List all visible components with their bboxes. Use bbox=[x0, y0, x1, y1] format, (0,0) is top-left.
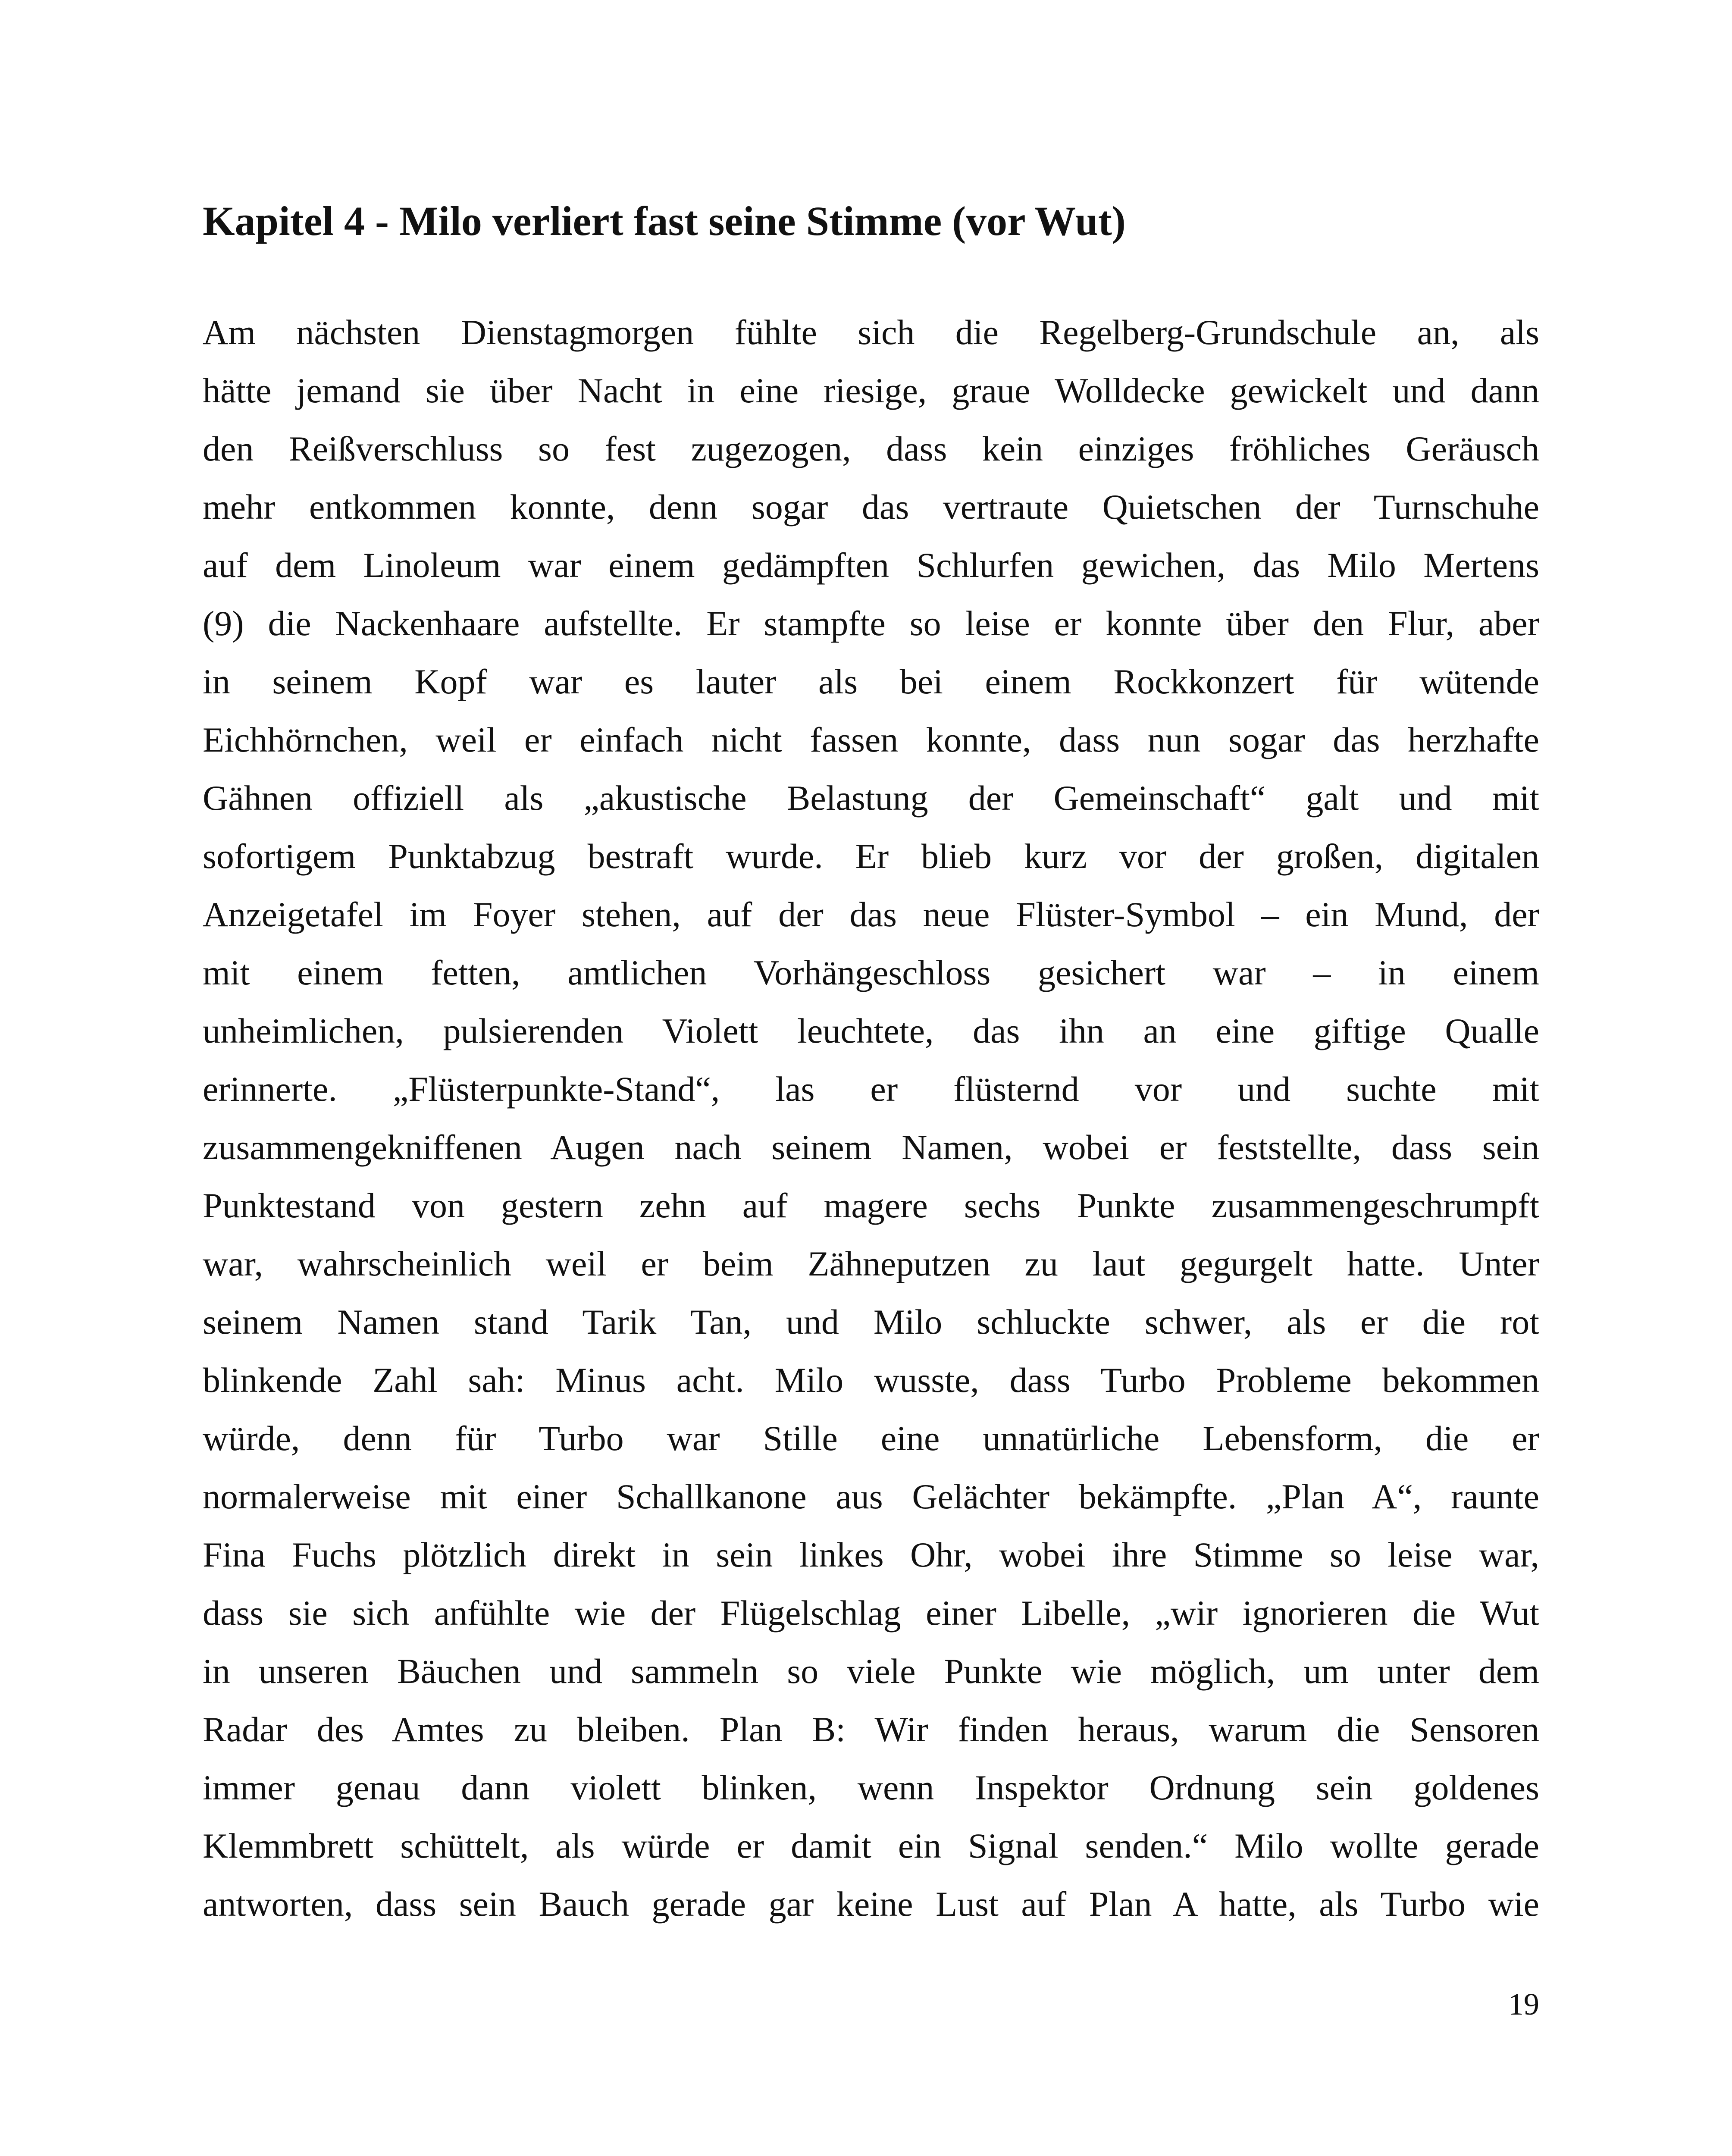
text-line: Am nächsten Dienstagmorgen fühlte sich die Regelberg-Grundschule an, als bbox=[203, 313, 1539, 352]
text-line: normalerweise mit einer Schallkanone aus Gelächter bekämpfte. „Plan A“, raunte bbox=[203, 1477, 1539, 1516]
text-line: unheimlichen, pulsierenden Violett leuchtete, das ihn an eine giftige Qualle bbox=[203, 1011, 1539, 1050]
text-line: Klemmbrett schüttelt, als würde er damit ein Signal senden.“ Milo wollte gerade bbox=[203, 1826, 1539, 1865]
text-line: mit einem fetten, amtlichen Vorhängeschloss gesichert war – in einem bbox=[203, 953, 1539, 992]
text-line: antworten, dass sein Bauch gerade gar keine Lust auf Plan A hatte, als Turbo wie bbox=[203, 1884, 1539, 1924]
text-line: Gähnen offiziell als „akustische Belastung der Gemeinschaft“ galt und mit bbox=[203, 778, 1539, 818]
text-line: immer genau dann violett blinken, wenn Inspektor Ordnung sein goldenes bbox=[203, 1768, 1539, 1807]
page-number: 19 bbox=[1508, 1987, 1539, 2021]
text-line: Eichhörnchen, weil er einfach nicht fassen konnte, dass nun sogar das herzhafte bbox=[203, 720, 1539, 759]
chapter-title: Kapitel 4 - Milo verliert fast seine Stimme (vor Wut) bbox=[203, 198, 1126, 244]
text-line: Radar des Amtes zu bleiben. Plan B: Wir finden heraus, warum die Sensoren bbox=[203, 1710, 1539, 1749]
text-line: Fina Fuchs plötzlich direkt in sein linkes Ohr, wobei ihre Stimme so leise war, bbox=[203, 1535, 1539, 1574]
text-line: in unseren Bäuchen und sammeln so viele Punkte wie möglich, um unter dem bbox=[203, 1651, 1539, 1691]
text-line: würde, denn für Turbo war Stille eine unnatürliche Lebensform, die er bbox=[203, 1419, 1539, 1458]
text-line: dass sie sich anfühlte wie der Flügelschlag einer Libelle, „wir ignorieren die Wut bbox=[203, 1593, 1539, 1633]
text-line: in seinem Kopf war es lauter als bei einem Rockkonzert für wütende bbox=[203, 662, 1539, 701]
text-line: hätte jemand sie über Nacht in eine riesige, graue Wolldecke gewickelt und dann bbox=[203, 371, 1539, 410]
text-line: den Reißverschluss so fest zugezogen, dass kein einziges fröhliches Geräusch bbox=[203, 429, 1539, 468]
body-text bbox=[203, 303, 1539, 1933]
text-line: auf dem Linoleum war einem gedämpften Schlurfen gewichen, das Milo Mertens bbox=[203, 545, 1539, 585]
text-line: Punktestand von gestern zehn auf magere sechs Punkte zusammengeschrumpft bbox=[203, 1186, 1539, 1225]
text-line: erinnerte. „Flüsterpunkte-Stand“, las er flüsternd vor und suchte mit bbox=[203, 1069, 1539, 1109]
text-line: Anzeigetafel im Foyer stehen, auf der das neue Flüster-Symbol – ein Mund, der bbox=[203, 895, 1539, 934]
text-line: war, wahrscheinlich weil er beim Zähneputzen zu laut gegurgelt hatte. Unter bbox=[203, 1244, 1539, 1283]
text-line: zusammengekniffenen Augen nach seinem Namen, wobei er feststellte, dass sein bbox=[203, 1128, 1539, 1167]
text-line: blinkende Zahl sah: Minus acht. Milo wusste, dass Turbo Probleme bekommen bbox=[203, 1360, 1539, 1400]
text-line: sofortigem Punktabzug bestraft wurde. Er blieb kurz vor der großen, digitalen bbox=[203, 837, 1539, 876]
text-line: seinem Namen stand Tarik Tan, und Milo schluckte schwer, als er die rot bbox=[203, 1302, 1539, 1341]
text-line: mehr entkommen konnte, denn sogar das vertraute Quietschen der Turnschuhe bbox=[203, 487, 1539, 526]
text-line: (9) die Nackenhaare aufstellte. Er stampfte so leise er konnte über den Flur, aber bbox=[203, 604, 1539, 643]
